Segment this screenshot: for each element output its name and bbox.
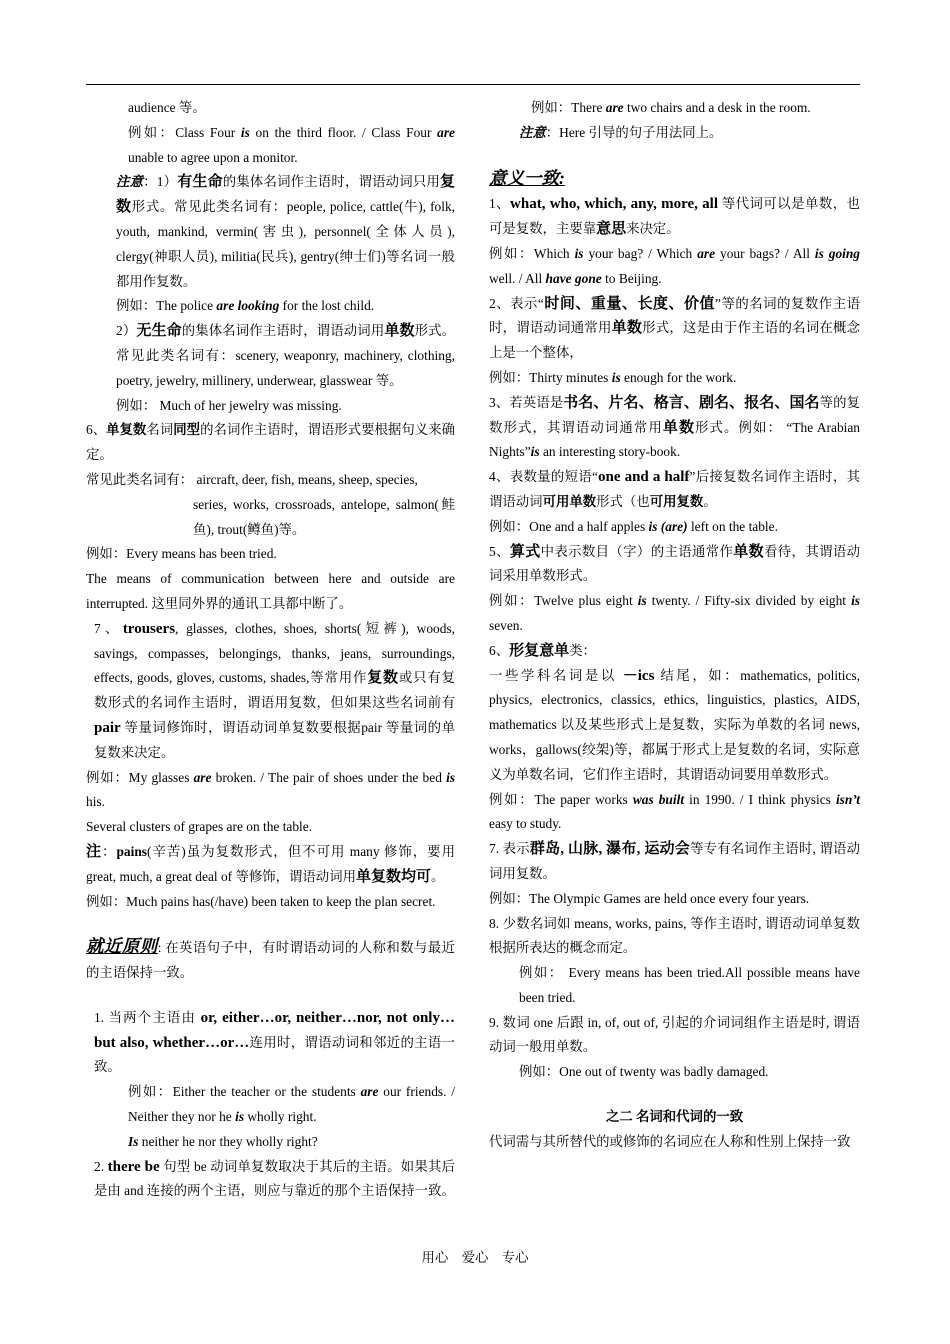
paragraph: 代词需与其所替代的或修饰的名词应在人称和性别上保持一致 xyxy=(489,1133,851,1149)
paragraph: audience 等。 xyxy=(128,100,206,115)
header-rule xyxy=(86,84,860,85)
page-footer: 用心 爱心 专心 xyxy=(421,1250,529,1265)
section-heading xyxy=(489,166,860,193)
paragraph: 例如：The police are looking for the lost child. xyxy=(116,298,375,314)
paragraph: 常见此类名词有： aircraft, deer, fish, means, sheep, species, xyxy=(86,471,418,487)
heading-text: : 在英语句子中，有时谓语动词的人称和数与最近的主语保持一致。 xyxy=(86,940,455,981)
section-subtitle: 之二 名词和代词的一致 xyxy=(605,1109,744,1125)
paragraph: 9. 数词 one 后跟 in, of, out of, 引起的介词词组作主语是时, 谓语动词一般用单数。 xyxy=(489,1014,860,1055)
paragraph: 例如：Twelve plus eight is twenty. / Fifty-six divided by eight is seven. xyxy=(489,593,861,633)
paragraph: 5、算式中表示数目（字）的主语通常作单数看待，其谓语动词采用单数形式。 xyxy=(489,543,860,584)
paragraph: 例如：Every means has been tried. xyxy=(86,546,277,562)
paragraph: 注意：Here 引导的句子用法同上。 xyxy=(519,124,723,140)
heading-title: 意义一致: xyxy=(489,167,565,188)
paragraph: 例如：My glasses are broken. / The pair of shoes under the bed is his. xyxy=(86,769,456,810)
paragraph: 例如：There are two chairs and a desk in the room. xyxy=(531,100,811,115)
paragraph: The means of communication between here and outside are interrupted. 这里同外界的通讯工具都中断了。 xyxy=(86,571,455,611)
paragraph: 例如：One and a half apples is (are) left on the table. xyxy=(489,518,778,534)
paragraph: series, works, crossroads, antelope, salmon(鲑鱼), trout(鳟鱼)等。 xyxy=(193,496,455,537)
paragraph: Several clusters of grapes are on the table. xyxy=(86,819,313,835)
paragraph: 3、若英语是书名、片名、格言、剧名、报名、国名等的复数形式，其谓语动词通常用单数形式。例如： “The Arabian Nights”is an interesting story-book. xyxy=(489,394,860,460)
right-column xyxy=(489,96,860,1155)
paragraph: 例如：Much pains has(/have) been taken to keep the plan secret. xyxy=(86,893,436,909)
paragraph: 6、形复意单类： xyxy=(489,642,596,659)
paragraph: 1. 当两个主语由 or, either…or, neither…nor, not only…but also, whether…or…连用时，谓语动词和邻近的主语一致。 xyxy=(94,1009,456,1075)
paragraph: 7、trousers, glasses, clothes, shoes, shorts(短裤), woods, savings, compasses, belongings, thanks, jeans, surroundings, effects, goods, gloves, customs, shades,等常用作复数或只有复数形式的名词作主语时，谓语用复数，但如果这些名词前有pair 等量词修饰时，谓语动词单复数要根据pair 等量词的单复数来决定。 xyxy=(94,620,455,760)
section-heading xyxy=(86,934,455,986)
paragraph: 8. 少数名词如 means, works, pains, 等作主语时, 谓语动词单复数根据所表达的概念而定。 xyxy=(489,915,860,956)
paragraph: 注意：1）有生命的集体名词作主语时，谓语动词只用复数形式。常见此类名词有：people, police, cattle(牛), folk, youth, mankind, vermin(害虫), personnel(全体人员), clergy(神职人员), militia(民兵), gentry(绅士们)等名词一般都用作复数。 xyxy=(116,174,455,289)
paragraph: Is neither he nor they wholly right? xyxy=(128,1133,318,1149)
paragraph: 例如：One out of twenty was badly damaged. xyxy=(519,1064,769,1080)
paragraph: 7. 表示群岛, 山脉, 瀑布, 运动会等专有名词作主语时, 谓语动词用复数。 xyxy=(489,841,860,881)
paragraph: 例如：Which is your bag? / Which are your bags? / All is going well. / All have gone to Beijing. xyxy=(489,245,860,286)
paragraph: 注：pains(辛苦)虽为复数形式，但不可用 many 修饰，要用great, much, a great deal of 等修饰，谓语动词用单复数均可。 xyxy=(86,843,455,885)
paragraph: 4、表数量的短语“one and a half”后接复数名词作主语时，其谓语动词可用单数形式（也可用复数。 xyxy=(489,469,860,509)
paragraph: 2. there be 句型 be 动词单复数取决于其后的主语。如果其后是由 and 连接的两个主语，则应与靠近的那个主语保持一致。 xyxy=(94,1158,456,1199)
paragraph: 例如：Either the teacher or the students are our friends. / Neither they nor he is wholly right. xyxy=(128,1084,455,1125)
paragraph: 2、表示“时间、重量、长度、价值”等的名词的复数作主语时，谓语动词通常用单数形式，这是由于作主语的名词在概念上是一个整体， xyxy=(489,295,860,361)
paragraph: 一些学科名词是以 －ics 结尾，如：mathematics, politics, physics, electronics, classics, ethics, linguistics, plastics, AIDS, mathematics 以及某些形式上是复数，实际为单数的名词 news, works，gallows(绞架)等，都属于形式上是复数的名词，实际意义为单数名词，它们作主语时，其谓语动词要用单数形式。 xyxy=(489,667,860,782)
paragraph: 例如：The paper works was built in 1990. / I think physics isn’t easy to study. xyxy=(489,791,860,832)
heading-title: 就近原则 xyxy=(86,936,158,957)
paragraph: 1、what, who, which, any, more, all 等代词可以是单数，也可是复数，主要靠意思来决定。 xyxy=(489,196,860,238)
paragraph: 例如： Much of her jewelry was missing. xyxy=(116,397,342,413)
paragraph: 6、单复数名词同型的名词作主语时，谓语形式要根据句义来确定。 xyxy=(86,422,456,463)
paragraph: 例如：Thirty minutes is enough for the work. xyxy=(489,369,737,385)
paragraph: 例如：Class Four is on the third floor. / Class Four are unable to agree upon a monitor. xyxy=(128,124,455,165)
paragraph: 例如：The Olympic Games are held once every four years. xyxy=(489,890,810,906)
paragraph: 例如： Every means has been tried.All possible means have been tried. xyxy=(519,965,860,1005)
paragraph: 2）无生命的集体名词作主语时，谓语动词用单数形式。常见此类名词有：scenery, weaponry, machinery, clothing, poetry, jewelry, millinery, underwear, glasswear 等。 xyxy=(116,323,455,388)
left-column xyxy=(86,96,455,1204)
